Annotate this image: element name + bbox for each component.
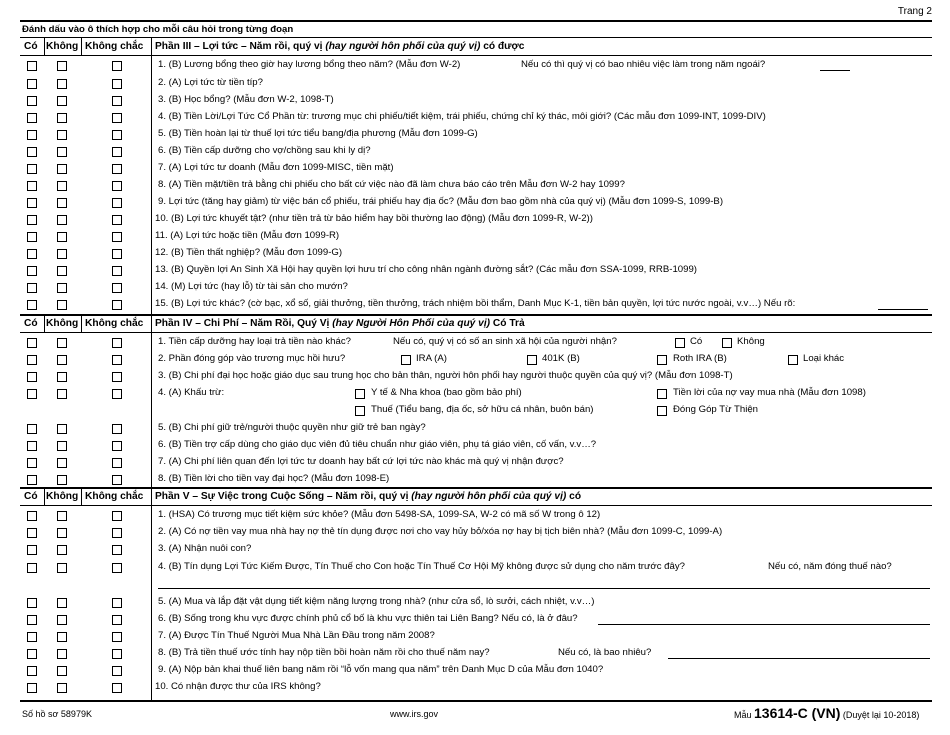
p5-q9-no-checkbox[interactable] <box>57 666 67 676</box>
p5-q6-answer-line[interactable] <box>598 624 930 625</box>
p5-q2-no-checkbox[interactable] <box>57 528 67 538</box>
p5-q5-text: 5. (A) Mua và lắp đặt vật dụng tiết kiệm năng lượng trong nhà? (như cửa sổ, lò sưởi, cách nhiệt, v.v…) <box>158 596 595 607</box>
p5-q1-yes-checkbox[interactable] <box>27 511 37 521</box>
instruction: Đánh dấu vào ô thích hợp cho mỗi câu hỏi trong từng đoạn <box>22 24 294 35</box>
p5-q1-no-checkbox[interactable] <box>57 511 67 521</box>
p4-q5-unsure-checkbox[interactable] <box>112 424 122 434</box>
form-identifier: Mẫu 13614-C (VN) (Duyệt lại 10-2018) <box>734 705 920 721</box>
p4-q2-yes-checkbox[interactable] <box>27 355 37 365</box>
p3-q12-text: 12. (B) Tiền thất nghiệp? (Mẫu đơn 1099-G) <box>155 247 343 258</box>
rule <box>81 489 82 505</box>
p3-q8-no-checkbox[interactable] <box>57 181 67 191</box>
p5-q6-yes-checkbox[interactable] <box>27 615 37 625</box>
p3-q9-text: 9. Lợi tức (tăng hay giảm) từ việc bán cổ phiếu, trái phiếu hay địa ốc? (Mẫu đơn bao gồm nhà của quý vị) (Mẫu đơn 1099-S, 1099-B) <box>158 196 724 207</box>
p3-q4-yes-checkbox[interactable] <box>27 113 37 123</box>
p4-q8-no-checkbox[interactable] <box>57 475 67 485</box>
p4-q4-mortgage-checkbox[interactable] <box>657 389 667 399</box>
p5-q7-text: 7. (A) Được Tín Thuế Người Mua Nhà Lần Đầu trong năm 2008? <box>158 630 435 641</box>
col-yes: Có <box>24 318 38 329</box>
p5-q4-answer-line[interactable] <box>158 588 930 589</box>
p3-q13-yes-checkbox[interactable] <box>27 266 37 276</box>
p3-q13-no-checkbox[interactable] <box>57 266 67 276</box>
p3-q7-text: 7. (A) Lợi tức tư doanh (Mẫu đơn 1099-MISC, tiền mặt) <box>158 162 394 173</box>
p5-q9-text: 9. (A) Nộp bản khai thuế liên bang năm rồi “lỗ vốn mang qua năm” trên Danh Mục D của Mẫu đơn 1040? <box>158 664 604 675</box>
p4-q2-text: 2. Phần đóng góp vào trương mục hồi hưu? <box>158 353 346 364</box>
p4-q1-unsure-checkbox[interactable] <box>112 338 122 348</box>
rule <box>20 487 932 489</box>
p3-q3-no-checkbox[interactable] <box>57 96 67 106</box>
p4-q8-text: 8. (B) Tiền lời cho tiền vay đại học? (Mẫu đơn 1098-E) <box>158 473 390 484</box>
p5-q8-yes-checkbox[interactable] <box>27 649 37 659</box>
col-unsure: Không chắc <box>85 491 144 502</box>
catalog-number: Số hồ sơ 58979K <box>22 709 92 719</box>
p3-q2-unsure-checkbox[interactable] <box>112 79 122 89</box>
part5-title: Phần V – Sự Việc trong Cuộc Sống – Năm rồi, quý vị (hay người hôn phối của quý vị) có <box>155 491 582 502</box>
p4-q2-unsure-checkbox[interactable] <box>112 355 122 365</box>
p3-q5-yes-checkbox[interactable] <box>27 130 37 140</box>
p3-q6-yes-checkbox[interactable] <box>27 147 37 157</box>
p5-q5-unsure-checkbox[interactable] <box>112 598 122 608</box>
p4-q2-roth-checkbox[interactable] <box>657 355 667 365</box>
p3-q11-yes-checkbox[interactable] <box>27 232 37 242</box>
p4-q4-no-checkbox[interactable] <box>57 389 67 399</box>
p3-q15-yes-checkbox[interactable] <box>27 300 37 310</box>
p4-q4-medical-checkbox[interactable] <box>355 389 365 399</box>
p5-q3-text: 3. (A) Nhận nuôi con? <box>158 543 252 554</box>
p4-q4-charity-checkbox[interactable] <box>657 406 667 416</box>
p3-q14-yes-checkbox[interactable] <box>27 283 37 293</box>
p3-q11-unsure-checkbox[interactable] <box>112 232 122 242</box>
p5-q8-followup: Nếu có, là bao nhiêu? <box>558 647 652 658</box>
col-no: Không <box>46 491 79 502</box>
col-no: Không <box>46 318 79 329</box>
p3-q9-no-checkbox[interactable] <box>57 198 67 208</box>
p3-q15-text: 15. (B) Lợi tức khác? (cờ bạc, xổ số, giải thưởng, tiền thưởng, trách nhiệm bồi thẩm, Danh Mục K-1, tiền bản quyền, lợi tức nước ngoài, v.v…) Nếu rõ: <box>155 298 796 309</box>
p4-q6-unsure-checkbox[interactable] <box>112 441 122 451</box>
p3-q4-no-checkbox[interactable] <box>57 113 67 123</box>
p4-q1-yes-checkbox[interactable] <box>27 338 37 348</box>
col-no: Không <box>46 41 79 52</box>
rule <box>20 505 932 506</box>
p5-q7-yes-checkbox[interactable] <box>27 632 37 642</box>
p5-q7-no-checkbox[interactable] <box>57 632 67 642</box>
p4-q4-taxes-checkbox[interactable] <box>355 406 365 416</box>
p3-q7-unsure-checkbox[interactable] <box>112 164 122 174</box>
p4-q7-no-checkbox[interactable] <box>57 458 67 468</box>
p5-q3-unsure-checkbox[interactable] <box>112 545 122 555</box>
rule <box>20 55 932 56</box>
p3-q8-unsure-checkbox[interactable] <box>112 181 122 191</box>
rule <box>20 332 932 333</box>
p5-q9-yes-checkbox[interactable] <box>27 666 37 676</box>
p3-q1-answer-line[interactable] <box>820 70 850 71</box>
p5-q1-unsure-checkbox[interactable] <box>112 511 122 521</box>
p3-q11-no-checkbox[interactable] <box>57 232 67 242</box>
top-rule <box>20 20 932 22</box>
p5-q2-unsure-checkbox[interactable] <box>112 528 122 538</box>
p4-q3-text: 3. (B) Chi phí đại học hoặc giáo dục sau trung học cho bản thân, người hôn phối hay người thuộc quyền của quý vị? (Mẫu đơn 1098-T) <box>158 370 733 381</box>
rule <box>20 700 932 702</box>
p4-q3-yes-checkbox[interactable] <box>27 372 37 382</box>
rule <box>44 316 45 332</box>
p3-q12-no-checkbox[interactable] <box>57 249 67 259</box>
p5-q10-text: 10. Có nhận được thư của IRS không? <box>155 681 321 692</box>
p4-q6-text: 6. (B) Tiền trợ cấp dùng cho giáo dục viên đủ tiêu chuẩn như giáo viên, phụ tá giáo viên, cố vấn, v.v…? <box>158 439 597 450</box>
p5-q8-answer-line[interactable] <box>668 658 930 659</box>
p5-q5-yes-checkbox[interactable] <box>27 598 37 608</box>
p3-q8-yes-checkbox[interactable] <box>27 181 37 191</box>
rule <box>81 316 82 332</box>
col-yes: Có <box>24 41 38 52</box>
rule <box>44 489 45 505</box>
p4-q5-text: 5. (B) Chi phí giữ trẻ/người thuộc quyền như giữ trẻ ban ngày? <box>158 422 426 433</box>
p4-q4-unsure-checkbox[interactable] <box>112 389 122 399</box>
p3-q14-no-checkbox[interactable] <box>57 283 67 293</box>
p4-q8-yes-checkbox[interactable] <box>27 475 37 485</box>
p4-q1-followup: Nếu có, quý vị có số an sinh xã hội của người nhận? <box>393 336 617 347</box>
p3-q13-unsure-checkbox[interactable] <box>112 266 122 276</box>
p5-q10-no-checkbox[interactable] <box>57 683 67 693</box>
p5-q8-no-checkbox[interactable] <box>57 649 67 659</box>
p5-q6-unsure-checkbox[interactable] <box>112 615 122 625</box>
p4-q2-other-label: Loại khác <box>803 353 845 364</box>
p4-q1-ssn-no-checkbox[interactable] <box>722 338 732 348</box>
p4-q6-yes-checkbox[interactable] <box>27 441 37 451</box>
p3-q1-unsure-checkbox[interactable] <box>112 61 122 71</box>
p3-q8-text: 8. (A) Tiền mặt/tiền trả bằng chi phiếu cho bất cứ việc nào đã làm chưa báo cáo trên Mẫu đơn W-2 hay 1099? <box>158 179 625 190</box>
p5-q6-text: 6. (B) Sống trong khu vực được chính phủ cổ bố là khu vực thiên tai Liên Bang? Nếu có, là ở đâu? <box>158 613 578 624</box>
col-yes: Có <box>24 491 38 502</box>
rule <box>151 38 152 700</box>
p3-q4-text: 4. (B) Tiền Lời/Lợi Tức Cổ Phần từ: trương mục chi phiếu/tiết kiệm, trái phiếu, chứng chỉ ký thác, môi giới? (Các mẫu đơn 1099-INT, 1099-DIV) <box>158 111 766 122</box>
rule <box>20 314 932 316</box>
col-unsure: Không chắc <box>85 41 144 52</box>
p5-q8-unsure-checkbox[interactable] <box>112 649 122 659</box>
p4-q2-401k-checkbox[interactable] <box>527 355 537 365</box>
p3-q6-unsure-checkbox[interactable] <box>112 147 122 157</box>
p3-q15-no-checkbox[interactable] <box>57 300 67 310</box>
p4-q8-unsure-checkbox[interactable] <box>112 475 122 485</box>
p4-q3-unsure-checkbox[interactable] <box>112 372 122 382</box>
p5-q4-no-checkbox[interactable] <box>57 563 67 573</box>
p3-q14-text: 14. (M) Lợi tức (hay lỗ) từ tài sản cho mướn? <box>155 281 348 292</box>
p5-q3-yes-checkbox[interactable] <box>27 545 37 555</box>
p3-q10-unsure-checkbox[interactable] <box>112 215 122 225</box>
p3-q1-yes-checkbox[interactable] <box>27 61 37 71</box>
p4-q1-no-checkbox[interactable] <box>57 338 67 348</box>
p4-q4-taxes-label: Thuế (Tiểu bang, địa ốc, sở hữu cá nhân, buôn bán) <box>371 404 594 415</box>
p3-q9-unsure-checkbox[interactable] <box>112 198 122 208</box>
p3-q10-no-checkbox[interactable] <box>57 215 67 225</box>
p4-q1-ssn-no-label: Không <box>737 336 765 347</box>
p5-q8-text: 8. (B) Trả tiền thuế ước tính hay nộp tiền bồi hoàn năm rồi cho thuế năm nay? <box>158 647 490 658</box>
p4-q7-unsure-checkbox[interactable] <box>112 458 122 468</box>
p3-q5-no-checkbox[interactable] <box>57 130 67 140</box>
p5-q10-unsure-checkbox[interactable] <box>112 683 122 693</box>
p5-q6-no-checkbox[interactable] <box>57 615 67 625</box>
p4-q6-no-checkbox[interactable] <box>57 441 67 451</box>
p4-q2-401k-label: 401K (B) <box>542 353 580 364</box>
p5-q4-yes-checkbox[interactable] <box>27 563 37 573</box>
p4-q4-mortgage-label: Tiền lời của nợ vay mua nhà (Mẫu đơn 1098) <box>673 387 866 398</box>
p5-q9-unsure-checkbox[interactable] <box>112 666 122 676</box>
p4-q4-medical-label: Y tế & Nha khoa (bao gồm bảo phí) <box>371 387 522 398</box>
p4-q1-ssn-yes-checkbox[interactable] <box>675 338 685 348</box>
p4-q7-text: 7. (A) Chi phí liên quan đến lợi tức tư doanh hay bất cứ lợi tức nào khác mà quý vị nhận được? <box>158 456 564 467</box>
p4-q4-text: 4. (A) Khấu trừ: <box>158 387 225 398</box>
p4-q4-yes-checkbox[interactable] <box>27 389 37 399</box>
website: www.irs.gov <box>390 709 439 719</box>
p4-q2-roth-label: Roth IRA (B) <box>673 353 727 364</box>
p3-q13-text: 13. (B) Quyền lợi An Sinh Xã Hội hay quyền lợi hưu trí cho công nhân ngành đường sắt? (Các mẫu đơn SSA-1099, RRB-1099) <box>155 264 697 275</box>
p4-q1-ssn-yes-label: Có <box>690 336 703 347</box>
p4-q2-ira-checkbox[interactable] <box>401 355 411 365</box>
p4-q2-no-checkbox[interactable] <box>57 355 67 365</box>
p3-q2-yes-checkbox[interactable] <box>27 79 37 89</box>
p4-q5-no-checkbox[interactable] <box>57 424 67 434</box>
part4-title: Phần IV – Chi Phí – Năm Rồi, Quý Vị (hay Người Hôn Phối của quý vị) Có Trả <box>155 318 525 329</box>
p3-q1-followup: Nếu có thì quý vị có bao nhiêu việc làm trong năm ngoái? <box>521 59 766 70</box>
p5-q4-unsure-checkbox[interactable] <box>112 563 122 573</box>
p3-q15-answer-line[interactable] <box>878 309 928 310</box>
p3-q10-yes-checkbox[interactable] <box>27 215 37 225</box>
p4-q4-charity-label: Đóng Góp Từ Thiện <box>673 404 758 415</box>
p5-q10-yes-checkbox[interactable] <box>27 683 37 693</box>
p3-q5-text: 5. (B) Tiền hoàn lại từ thuế lợi tức tiểu bang/địa phương (Mẫu đơn 1099-G) <box>158 128 478 139</box>
p5-q3-no-checkbox[interactable] <box>57 545 67 555</box>
p3-q2-text: 2. (A) Lợi tức từ tiền típ? <box>158 77 263 88</box>
p3-q12-unsure-checkbox[interactable] <box>112 249 122 259</box>
p3-q6-text: 6. (B) Tiền cấp dưỡng cho vợ/chồng sau khi ly dị? <box>158 145 371 156</box>
p4-q1-text: 1. Tiền cấp dưỡng hay loại trả tiền nào khác? <box>158 336 351 347</box>
rule <box>81 38 82 55</box>
p3-q10-text: 10. (B) Lợi tức khuyết tật? (như tiền trả từ bảo hiểm hay bồi thường lao động) (Mẫu đơn 1099-R, W-2)) <box>155 213 593 224</box>
p5-q5-no-checkbox[interactable] <box>57 598 67 608</box>
p3-q9-yes-checkbox[interactable] <box>27 198 37 208</box>
p4-q3-no-checkbox[interactable] <box>57 372 67 382</box>
p3-q15-unsure-checkbox[interactable] <box>112 300 122 310</box>
p3-q3-text: 3. (B) Học bổng? (Mẫu đơn W-2, 1098-T) <box>158 94 334 105</box>
p5-q2-text: 2. (A) Có nợ tiền vay mua nhà hay nợ thẻ tín dụng được nơi cho vay hủy bỏ/xóa nợ hay bị tịch biên nhà? (Mẫu đơn 1099-C, 1099-A) <box>158 526 723 537</box>
page-number: Trang 2 <box>897 6 932 17</box>
p3-q7-no-checkbox[interactable] <box>57 164 67 174</box>
p3-q3-unsure-checkbox[interactable] <box>112 96 122 106</box>
part3-title: Phần III – Lợi tức – Năm rồi, quý vị (hay người hôn phối của quý vị) có được <box>155 41 525 52</box>
p3-q2-no-checkbox[interactable] <box>57 79 67 89</box>
p3-q12-yes-checkbox[interactable] <box>27 249 37 259</box>
p3-q3-yes-checkbox[interactable] <box>27 96 37 106</box>
p3-q7-yes-checkbox[interactable] <box>27 164 37 174</box>
p3-q11-text: 11. (A) Lợi tức hoặc tiền (Mẫu đơn 1099-R) <box>155 230 340 241</box>
p5-q1-text: 1. (HSA) Có trương mục tiết kiệm sức khỏe? (Mẫu đơn 5498-SA, 1099-SA, W-2 có mã số W trong ô 12) <box>158 509 601 520</box>
rule <box>20 37 932 38</box>
p4-q2-other-checkbox[interactable] <box>788 355 798 365</box>
p5-q4-text: 4. (B) Tín dụng Lợi Tức Kiếm Được, Tín Thuế cho Con hoặc Tín Thuế Cơ Hội Mỹ không được sử dụng cho năm trước đây? <box>158 561 685 572</box>
p5-q2-yes-checkbox[interactable] <box>27 528 37 538</box>
p3-q1-no-checkbox[interactable] <box>57 61 67 71</box>
p3-q5-unsure-checkbox[interactable] <box>112 130 122 140</box>
p4-q5-yes-checkbox[interactable] <box>27 424 37 434</box>
p4-q7-yes-checkbox[interactable] <box>27 458 37 468</box>
p5-q4-followup: Nếu có, năm đóng thuế nào? <box>768 561 892 572</box>
rule <box>44 38 45 55</box>
p5-q7-unsure-checkbox[interactable] <box>112 632 122 642</box>
p3-q4-unsure-checkbox[interactable] <box>112 113 122 123</box>
p3-q14-unsure-checkbox[interactable] <box>112 283 122 293</box>
p3-q1-text: 1. (B) Lương bổng theo giờ hay lương bổng theo năm? (Mẫu đơn W-2) <box>158 59 461 70</box>
p4-q2-ira-label: IRA (A) <box>416 353 447 364</box>
col-unsure: Không chắc <box>85 318 144 329</box>
p3-q6-no-checkbox[interactable] <box>57 147 67 157</box>
